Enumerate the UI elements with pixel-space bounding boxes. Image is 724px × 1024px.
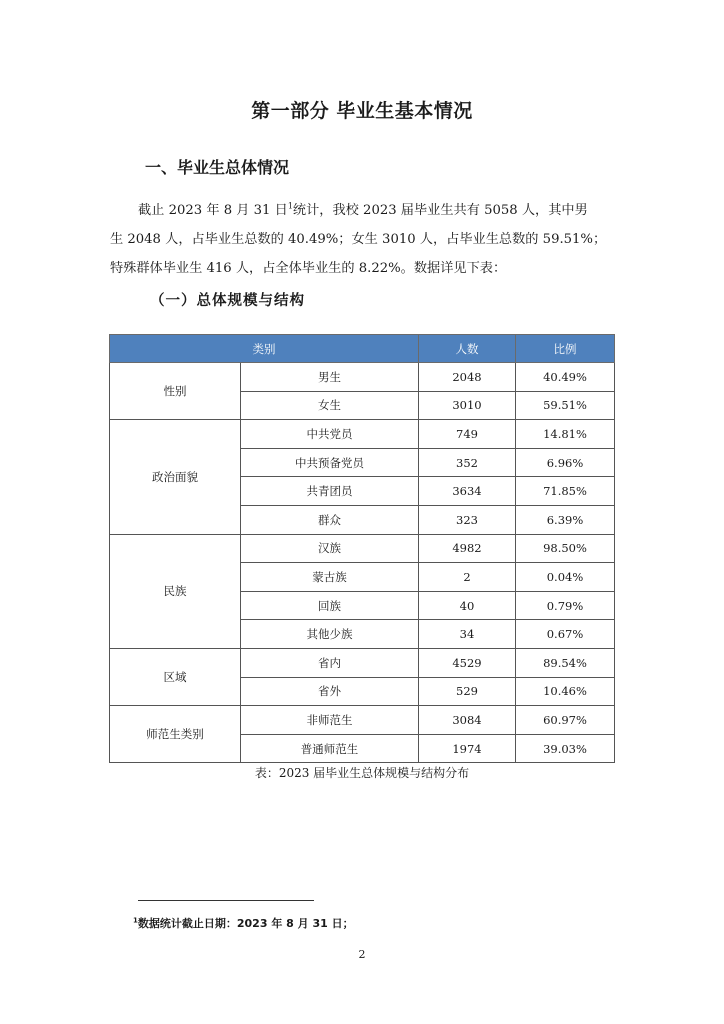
row-ratio: 60.97%: [516, 706, 615, 735]
footnote: [133, 915, 354, 931]
row-count: 529: [419, 677, 516, 706]
row-label: 其他少族: [241, 620, 419, 649]
footnote-mark: 1: [133, 916, 138, 925]
part-title: 第一部分 毕业生基本情况: [251, 100, 473, 122]
header-ratio: 比例: [516, 335, 615, 363]
table-row: [110, 363, 615, 392]
row-label: 男生: [241, 363, 419, 392]
intro-paragraph: [110, 196, 610, 283]
row-count: 323: [419, 505, 516, 534]
row-ratio: 0.04%: [516, 563, 615, 592]
row-label: 非师范生: [241, 706, 419, 735]
group-name-region: 区域: [110, 648, 241, 705]
footnote-reference[interactable]: 1: [287, 201, 293, 211]
row-label: 共青团员: [241, 477, 419, 506]
row-ratio: 0.67%: [516, 620, 615, 649]
row-count: 3010: [419, 391, 516, 420]
row-label: 女生: [241, 391, 419, 420]
intro-line-3: 特殊群体毕业生 416 人，占全体毕业生的 8.22%。数据详见下表：: [110, 261, 507, 276]
intro-line-2: 生 2048 人，占毕业生总数的 40.49%；女生 3010 人，占毕业生总数的 59.51%；: [110, 232, 607, 247]
row-label: 回族: [241, 591, 419, 620]
row-count: 4982: [419, 534, 516, 563]
row-ratio: 39.03%: [516, 734, 615, 763]
table-header-row: [110, 335, 615, 363]
group-name-political: 政治面貌: [110, 420, 241, 534]
table-row: [110, 648, 615, 677]
row-count: 2: [419, 563, 516, 592]
row-ratio: 98.50%: [516, 534, 615, 563]
row-count: 2048: [419, 363, 516, 392]
row-label: 蒙古族: [241, 563, 419, 592]
row-count: 3634: [419, 477, 516, 506]
row-count: 352: [419, 448, 516, 477]
intro-line-1-post: 统计，我校 2023 届毕业生共有 5058 人，其中男: [292, 203, 588, 218]
row-ratio: 0.79%: [516, 591, 615, 620]
footnote-separator: [138, 900, 314, 901]
subsection-title: （一）总体规模与结构: [150, 293, 305, 309]
row-count: 34: [419, 620, 516, 649]
section-title: 一、毕业生总体情况: [145, 158, 290, 177]
header-category: 类别: [110, 335, 419, 363]
row-count: 40: [419, 591, 516, 620]
group-name-gender: 性别: [110, 363, 241, 420]
footnote-text: 数据统计截止日期：2023 年 8 月 31 日；: [137, 917, 354, 930]
graduate-structure-table: [109, 334, 615, 763]
page-number: 2: [358, 948, 366, 961]
row-ratio: 40.49%: [516, 363, 615, 392]
row-count: 1974: [419, 734, 516, 763]
row-count: 749: [419, 420, 516, 449]
table-row: [110, 420, 615, 449]
table-row: [110, 706, 615, 735]
row-ratio: 59.51%: [516, 391, 615, 420]
row-ratio: 14.81%: [516, 420, 615, 449]
row-ratio: 89.54%: [516, 648, 615, 677]
group-name-normal-student: 师范生类别: [110, 706, 241, 763]
row-label: 中共预备党员: [241, 448, 419, 477]
row-ratio: 71.85%: [516, 477, 615, 506]
row-label: 省内: [241, 648, 419, 677]
row-ratio: 6.39%: [516, 505, 615, 534]
row-label: 中共党员: [241, 420, 419, 449]
row-label: 群众: [241, 505, 419, 534]
row-ratio: 6.96%: [516, 448, 615, 477]
intro-line-1-pre: 截止 2023 年 8 月 31 日: [138, 203, 288, 218]
header-count: 人数: [419, 335, 516, 363]
row-count: 3084: [419, 706, 516, 735]
row-label: 汉族: [241, 534, 419, 563]
row-label: 普通师范生: [241, 734, 419, 763]
row-label: 省外: [241, 677, 419, 706]
table-row: [110, 534, 615, 563]
intro-line-1: [110, 196, 610, 225]
table-caption: 表：2023 届毕业生总体规模与结构分布: [254, 766, 470, 780]
row-ratio: 10.46%: [516, 677, 615, 706]
group-name-ethnicity: 民族: [110, 534, 241, 648]
row-count: 4529: [419, 648, 516, 677]
